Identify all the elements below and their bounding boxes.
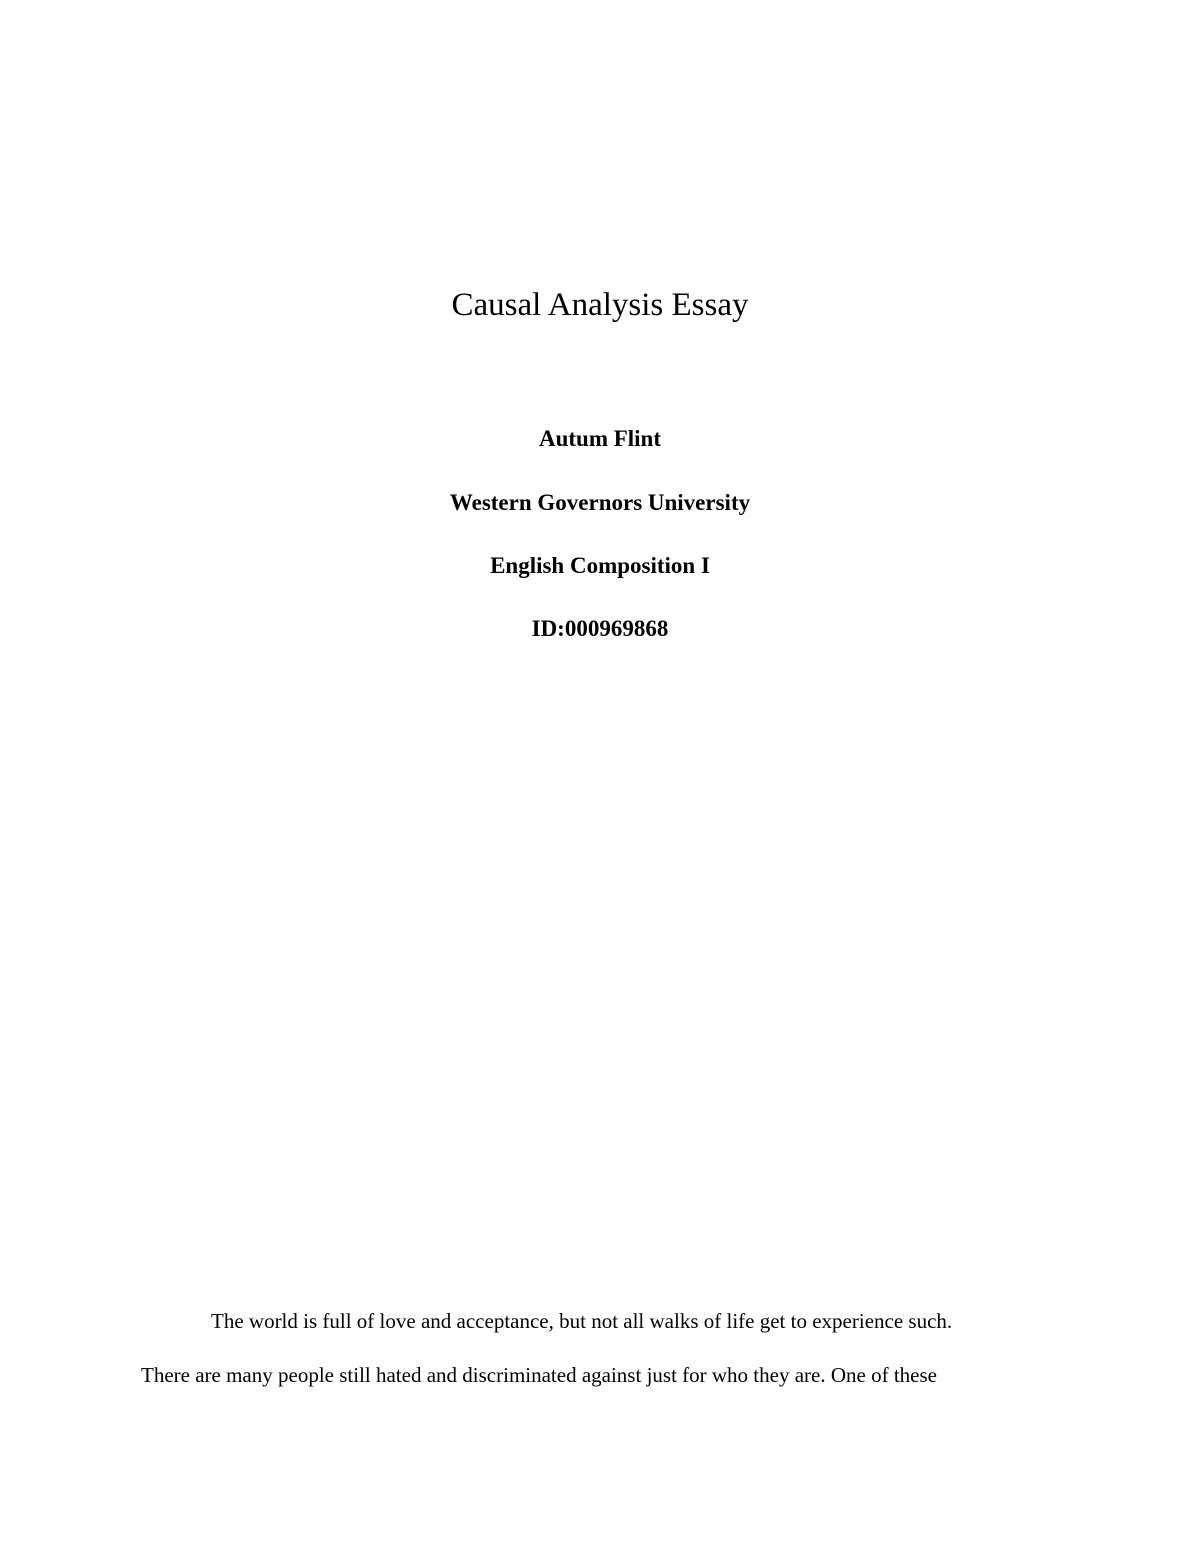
body-text-line-1: The world is full of love and acceptance, but not all walks of life get to experience such.: [211, 1309, 953, 1333]
body-text-line-2: There are many people still hated and discriminated against just for who they are. One of these: [141, 1363, 937, 1387]
student-id: ID:000969868: [531, 616, 669, 641]
page-title: Causal Analysis Essay: [451, 287, 749, 323]
institution-name: Western Governors University: [449, 490, 751, 515]
course-name: English Composition I: [490, 553, 710, 578]
author-name: Autum Flint: [538, 426, 662, 451]
